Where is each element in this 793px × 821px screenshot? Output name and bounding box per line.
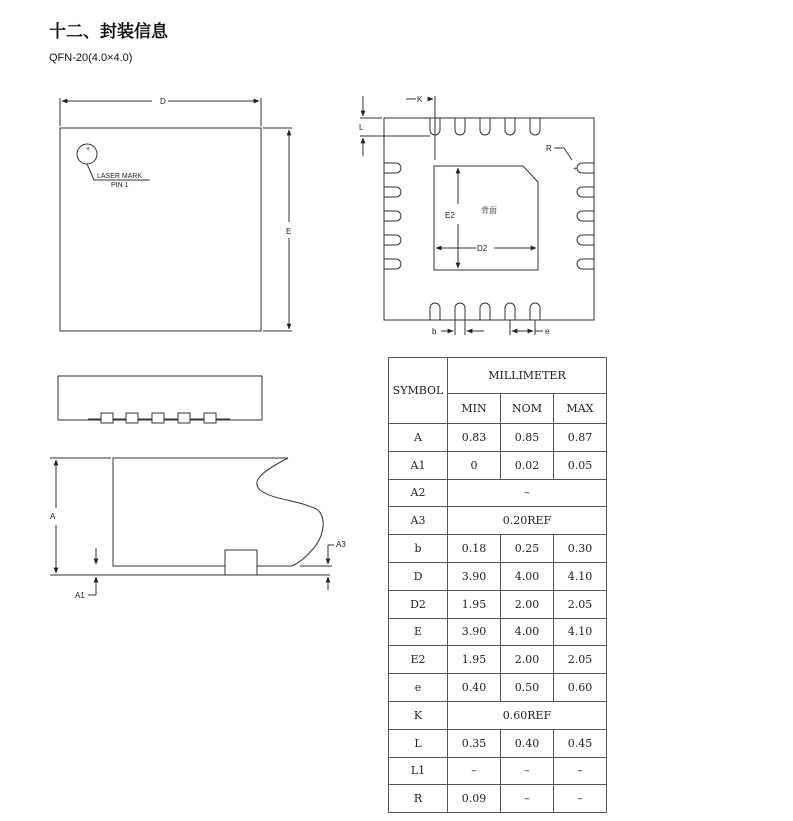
- col-min-header: MIN: [448, 394, 501, 424]
- table-row: [389, 562, 607, 590]
- dim-b-label: b: [432, 327, 437, 336]
- max-value-cell: 0.30: [554, 535, 607, 563]
- table-row: [389, 507, 607, 535]
- symbol-cell: E: [389, 618, 448, 646]
- symbol-cell: A1: [389, 451, 448, 479]
- table-row: [389, 451, 607, 479]
- svg-text:+: +: [86, 146, 91, 153]
- dim-a1-label: A1: [75, 591, 85, 600]
- symbol-cell: D: [389, 562, 448, 590]
- col-nom-header: NOM: [501, 394, 554, 424]
- side-view: [58, 376, 262, 423]
- nom-value-cell: 4.00: [501, 562, 554, 590]
- max-value-cell: 0.05: [554, 451, 607, 479]
- table-row: [389, 674, 607, 702]
- nom-value-cell: 0.50: [501, 674, 554, 702]
- nom-value-cell: –: [501, 785, 554, 813]
- table-row: [389, 757, 607, 785]
- section-detail: [50, 458, 334, 595]
- table-row: [389, 424, 607, 452]
- dimension-table: [388, 357, 607, 813]
- max-value-cell: 2.05: [554, 590, 607, 618]
- table-row: [389, 535, 607, 563]
- package-name: QFN-20(4.0×4.0): [49, 52, 133, 64]
- min-value-cell: 3.90: [448, 618, 501, 646]
- max-value-cell: 0.60: [554, 674, 607, 702]
- min-value-cell: 1.95: [448, 646, 501, 674]
- nom-value-cell: 2.00: [501, 590, 554, 618]
- symbol-cell: L1: [389, 757, 448, 785]
- table-row: [389, 590, 607, 618]
- nom-value-cell: –: [501, 757, 554, 785]
- section-title: 十二、封装信息: [49, 22, 168, 42]
- max-value-cell: –: [554, 757, 607, 785]
- table-row: [389, 618, 607, 646]
- dim-e-pitch-label: e: [545, 327, 550, 336]
- exposed-pad-label: 背面: [481, 206, 497, 215]
- min-value-cell: 1.95: [448, 590, 501, 618]
- symbol-cell: K: [389, 701, 448, 729]
- symbol-cell: e: [389, 674, 448, 702]
- min-value-cell: 0.18: [448, 535, 501, 563]
- bottom-view: [360, 96, 594, 335]
- symbol-cell: A: [389, 424, 448, 452]
- min-value-cell: 3.90: [448, 562, 501, 590]
- symbol-cell: D2: [389, 590, 448, 618]
- nom-value-cell: 0.02: [501, 451, 554, 479]
- table-row: [389, 785, 607, 813]
- dim-a3-label: A3: [336, 540, 346, 549]
- table-row: [389, 729, 607, 757]
- max-value-cell: 0.87: [554, 424, 607, 452]
- dim-r-label: R: [546, 144, 552, 153]
- min-value-cell: 0.40: [448, 674, 501, 702]
- col-millimeter-header: MILLIMETER: [448, 358, 607, 394]
- min-value-cell: 0.83: [448, 424, 501, 452]
- pin1-label: PIN 1: [111, 182, 129, 189]
- symbol-cell: R: [389, 785, 448, 813]
- max-value-cell: –: [554, 785, 607, 813]
- nom-value-cell: 4.00: [501, 618, 554, 646]
- min-value-cell: –: [448, 757, 501, 785]
- table-row: [389, 479, 607, 507]
- symbol-cell: E2: [389, 646, 448, 674]
- dim-l-label: L: [359, 123, 364, 132]
- max-value-cell: 4.10: [554, 562, 607, 590]
- dim-d-label: D: [160, 97, 166, 106]
- nom-value-cell: 0.25: [501, 535, 554, 563]
- nom-value-cell: 0.40: [501, 729, 554, 757]
- merged-value-cell: 0.60REF: [448, 701, 607, 729]
- max-value-cell: 0.45: [554, 729, 607, 757]
- merged-value-cell: –: [448, 479, 607, 507]
- max-value-cell: 4.10: [554, 618, 607, 646]
- dim-e2-label: E2: [445, 211, 455, 220]
- top-view-body: [60, 128, 261, 331]
- symbol-cell: A3: [389, 507, 448, 535]
- symbol-cell: L: [389, 729, 448, 757]
- symbol-cell: A2: [389, 479, 448, 507]
- col-symbol-header: SYMBOL: [389, 358, 448, 424]
- table-row: [389, 646, 607, 674]
- dim-a-label: A: [50, 512, 56, 521]
- dim-d2-label: D2: [477, 244, 488, 253]
- laser-mark-label: LASER MARK: [97, 173, 143, 180]
- symbol-cell: b: [389, 535, 448, 563]
- min-value-cell: 0: [448, 451, 501, 479]
- top-view: [60, 98, 292, 331]
- table-row: [389, 701, 607, 729]
- min-value-cell: 0.09: [448, 785, 501, 813]
- nom-value-cell: 0.85: [501, 424, 554, 452]
- min-value-cell: 0.35: [448, 729, 501, 757]
- dim-e-label: E: [286, 227, 292, 236]
- nom-value-cell: 2.00: [501, 646, 554, 674]
- dim-k-label: K: [417, 95, 423, 104]
- svg-text:+: +: [573, 166, 578, 173]
- merged-value-cell: 0.20REF: [448, 507, 607, 535]
- col-max-header: MAX: [554, 394, 607, 424]
- max-value-cell: 2.05: [554, 646, 607, 674]
